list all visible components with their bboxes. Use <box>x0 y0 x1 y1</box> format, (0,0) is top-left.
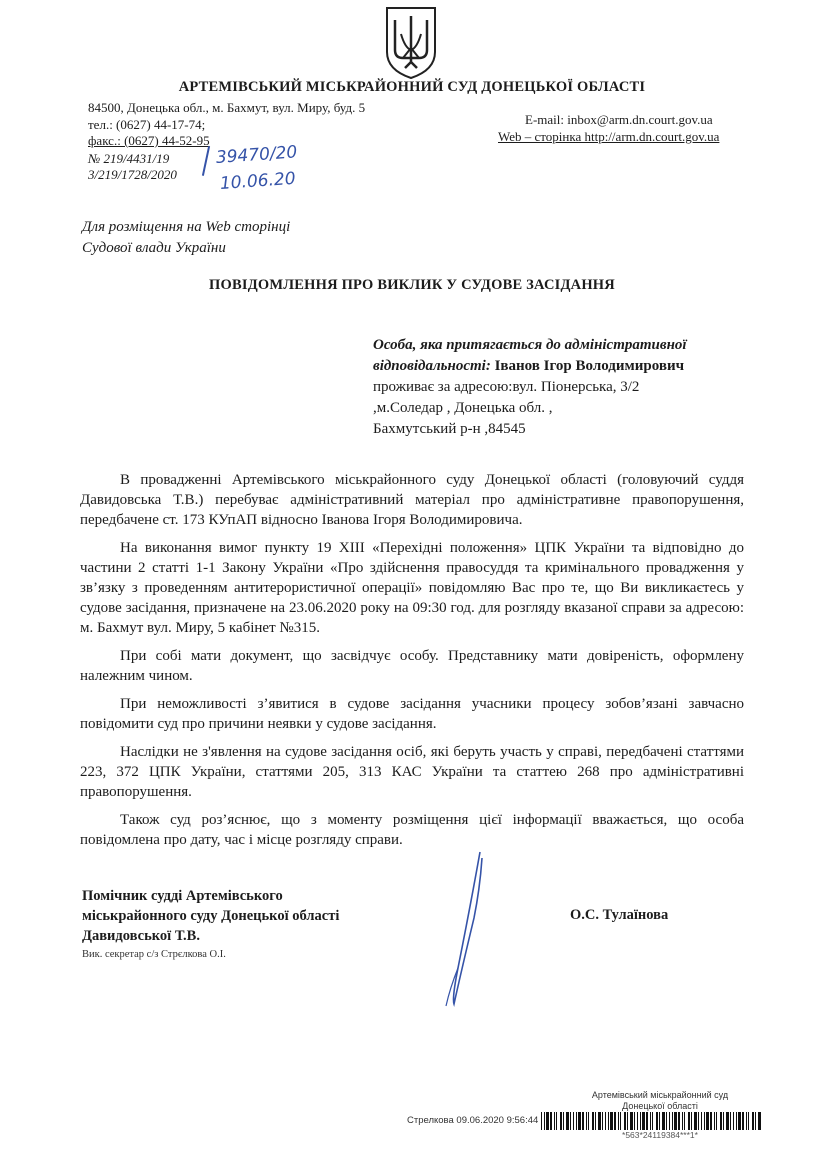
barcode-bar <box>652 1112 653 1130</box>
signatory-name: О.С. Тулаїнова <box>570 907 669 923</box>
body-paragraph-1: В провадженні Артемівського міськрайонного суду Донецької області (головуючий суддя Давидовська Т.В.) перебуває адміністративний матеріал про адміністративне правопорушення, передбачене ст. 173 КУпАП відносно Іванова Ігоря Володимировича. <box>80 472 744 528</box>
body-paragraph-6: Також суд роз’яснює, що з моменту розміщення цієї інформації вважається, що особа повідомлена про дату, час і місце розгляду справи. <box>80 812 744 848</box>
barcode-bar <box>682 1112 683 1130</box>
barcode-bar <box>614 1112 616 1130</box>
barcode-bar <box>624 1112 626 1130</box>
barcode-bar <box>620 1112 621 1130</box>
body-paragraph-5: Наслідки не з'явлення на судове засідання осіб, які беруть участь у справі, передбачені статтями 223, 372 ЦПК України, статтями 205, 313 КАС України та статтею 268 про адміністративні правопорушення. <box>80 744 744 800</box>
barcode-bar <box>554 1112 555 1130</box>
body-paragraph-2: На виконання вимог пункту 19 XIII «Перехідні положення» ЦПК України та відповідно до частини 2 статті 1-1 Закону України «Про здійснення правосуддя та кримінального провадження у зв’язку з проведенням антитерористичної операції» повідомляю Вас про те, що Ви викликаєтесь у судове засідання, призначене на 23.06.2020 року на 09:30 год. для розгляду вказаної справи за адресою: м. Бахмут вул. Миру, 5 кабінет №315. <box>80 540 744 636</box>
handwritten-date: 10.06.20 <box>219 168 297 194</box>
barcode-bar <box>588 1112 589 1130</box>
barcode-bar <box>742 1112 744 1130</box>
court-phone: тел.: (0627) 44-17-74; <box>88 117 206 132</box>
barcode-bar <box>752 1112 754 1130</box>
destination-line2: Судової влади України <box>82 240 226 256</box>
barcode-bar <box>755 1112 756 1130</box>
handwritten-reg-number: 39470/20 <box>215 142 298 168</box>
barcode-bar <box>701 1112 702 1130</box>
barcode-bar <box>716 1112 717 1130</box>
barcode-bar <box>748 1112 749 1130</box>
barcode-bar <box>674 1112 677 1130</box>
footer-court-line1: Артемівський міськрайонний суд <box>591 1090 729 1100</box>
barcode-bar <box>694 1112 697 1130</box>
signer-title-line2: міськрайонного суду Донецької області <box>82 908 340 924</box>
notice-title: ПОВІДОМЛЕННЯ ПРО ВИКЛИК У СУДОВЕ ЗАСІДАННЯ <box>209 277 615 293</box>
barcode-bar <box>563 1112 564 1130</box>
handwritten-stroke <box>202 146 210 176</box>
barcode-bar <box>650 1112 651 1130</box>
barcode-bar <box>627 1112 628 1130</box>
barcode-bar <box>656 1112 658 1130</box>
addressee-label-2: відповідальності: <box>373 358 491 374</box>
barcode-bar <box>666 1112 667 1130</box>
barcode-bar <box>662 1112 665 1130</box>
barcode-bar <box>570 1112 571 1130</box>
handwritten-signature <box>440 848 500 1008</box>
footer-stamp: Стрелкова 09.06.2020 9:56:44 <box>407 1115 539 1126</box>
barcode-bar <box>576 1112 577 1130</box>
destination-line1: Для розміщення на Web сторінці <box>82 219 291 235</box>
court-name: АРТЕМІВСЬКИЙ МІСЬКРАЙОННИЙ СУД ДОНЕЦЬКОЇ ОБЛАСТІ <box>178 79 646 95</box>
barcode-bar <box>640 1112 641 1130</box>
barcode-bar <box>605 1112 606 1130</box>
barcode-bar <box>582 1112 584 1130</box>
barcode-bar <box>733 1112 734 1130</box>
notice-body <box>80 470 744 858</box>
body-paragraph-3: При собі мати документ, що засвідчує особу. Представнику мати довіреність, оформлену належним чином. <box>80 648 744 684</box>
barcode-bar <box>634 1112 635 1130</box>
barcode-bar <box>746 1112 747 1130</box>
barcode-bar <box>598 1112 601 1130</box>
addressee-block <box>373 335 773 440</box>
barcode-bar <box>678 1112 680 1130</box>
addressee-address-1: проживає за адресою:вул. Піонерська, 3/2 <box>373 379 640 395</box>
barcode-bar <box>738 1112 741 1130</box>
barcode-bar <box>637 1112 638 1130</box>
barcode-bar <box>642 1112 645 1130</box>
barcode-bar <box>736 1112 737 1130</box>
secretary-note: Вик. секретар с/з Стрєлкова О.І. <box>82 949 226 960</box>
barcode-bar <box>646 1112 648 1130</box>
barcode-bar <box>608 1112 609 1130</box>
barcode-bar <box>672 1112 673 1130</box>
ref-number: № 219/4431/19 <box>88 151 170 166</box>
barcode-bar <box>758 1112 761 1130</box>
barcode-bar <box>602 1112 603 1130</box>
barcode-bar <box>550 1112 552 1130</box>
barcode-bar <box>573 1112 574 1130</box>
addressee-address-3: Бахмутський р-н ,84545 <box>373 421 526 437</box>
body-paragraph-4: При неможливості з’явитися в судове засідання учасники процесу зобов’язані завчасно повідомити суд про причини неявки у судове засідання. <box>80 696 744 732</box>
barcode-bar <box>546 1112 549 1130</box>
court-web: Web – сторінка http://arm.dn.court.gov.ua <box>498 129 720 144</box>
signer-title <box>82 886 339 946</box>
barcode-bar <box>730 1112 731 1130</box>
barcode-bar <box>630 1112 633 1130</box>
barcode-bar <box>541 1112 542 1130</box>
barcode-bar <box>726 1112 729 1130</box>
barcode-bar <box>610 1112 613 1130</box>
footer-court-line2: Донецької області <box>622 1101 698 1111</box>
barcode-bar <box>595 1112 596 1130</box>
signer-title-line3: Давидовської Т.В. <box>82 928 200 944</box>
barcode-bar <box>566 1112 569 1130</box>
barcode-bar <box>698 1112 699 1130</box>
barcode-bar <box>684 1112 685 1130</box>
ref-number-2: 3/219/1728/2020 <box>88 167 177 182</box>
barcode-bar <box>720 1112 722 1130</box>
barcode-number: *563*24119384***1* <box>622 1130 698 1140</box>
trident-emblem-icon <box>383 4 439 80</box>
barcode-bar <box>669 1112 670 1130</box>
addressee-address-2: ,м.Соледар , Донецька обл. , <box>373 400 553 416</box>
barcode-bar <box>586 1112 587 1130</box>
court-address: 84500, Донецька обл., м. Бахмут, вул. Миру, буд. 5 <box>88 100 366 115</box>
barcode-bar <box>618 1112 619 1130</box>
barcode-bar <box>592 1112 594 1130</box>
barcode-bar <box>691 1112 692 1130</box>
barcode-bar <box>714 1112 715 1130</box>
court-email: E-mail: inbox@arm.dn.court.gov.ua <box>525 112 713 127</box>
barcode-bar <box>578 1112 581 1130</box>
barcode <box>541 1112 761 1130</box>
barcode-bar <box>704 1112 705 1130</box>
addressee-name: Іванов Ігор Володимирович <box>494 358 685 374</box>
barcode-bar <box>659 1112 660 1130</box>
barcode-bar <box>723 1112 724 1130</box>
barcode-bar <box>560 1112 562 1130</box>
addressee-label-1: Особа, яка притягається до адміністративної <box>373 337 687 353</box>
barcode-bar <box>706 1112 709 1130</box>
footer-court <box>560 1090 760 1112</box>
barcode-bar <box>544 1112 545 1130</box>
barcode-bar <box>688 1112 690 1130</box>
barcode-bar <box>556 1112 557 1130</box>
barcode-bar <box>710 1112 712 1130</box>
signer-title-line1: Помічник судді Артемівського <box>82 888 283 904</box>
court-fax: факс.: (0627) 44-52-95 <box>88 133 210 148</box>
